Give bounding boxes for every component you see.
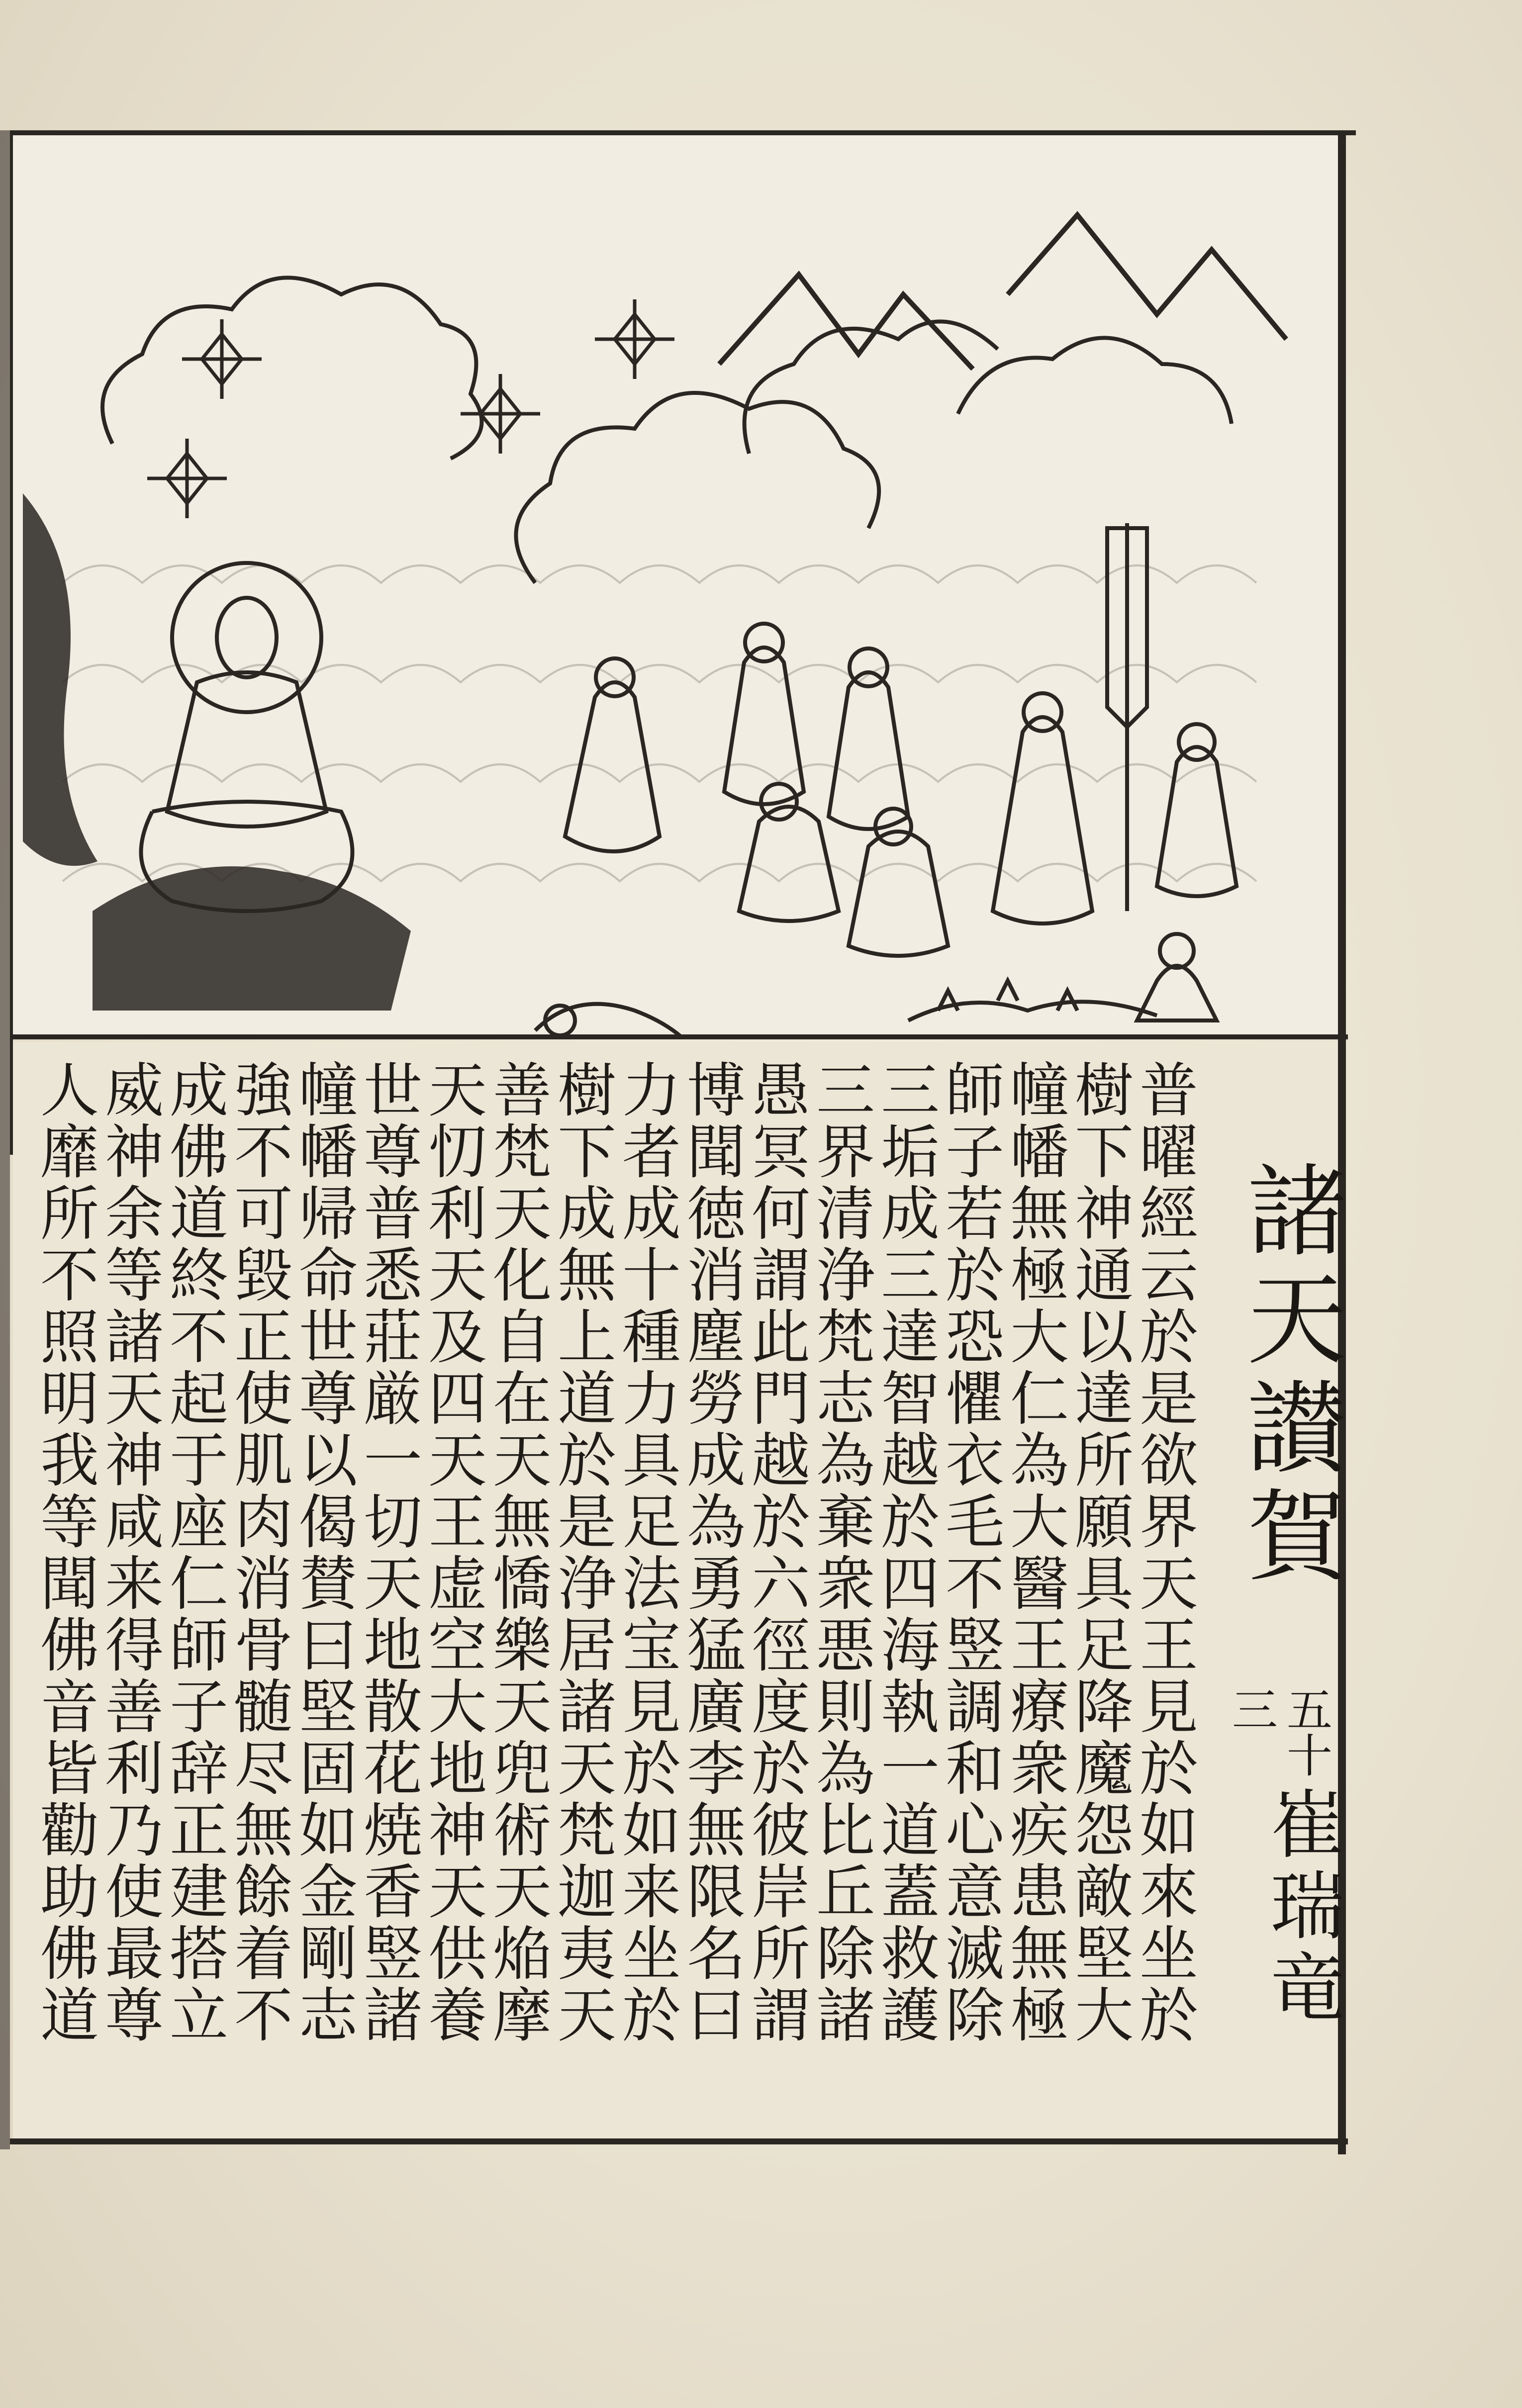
section-number: 五十三 bbox=[1225, 1686, 1332, 1777]
text-column: 樹下神通以達所願具足降魔怨敵堅大 bbox=[1065, 1059, 1134, 2046]
text-column: 威神余等諸天神咸来得善利乃使最尊 bbox=[95, 1059, 164, 2046]
text-column: 世尊普悉莊厳一切天地散花焼香竪諸 bbox=[354, 1059, 422, 2046]
text-column: 樹下成無上道於是浄居諸天梵迦夷天 bbox=[548, 1059, 616, 2046]
text-column: 善梵天化自在天無憍樂天兜術天焔摩 bbox=[483, 1059, 552, 2046]
text-column: 愚冥何謂此門越於六徑度於彼岸所謂 bbox=[742, 1059, 810, 2046]
illustration-svg bbox=[13, 135, 1338, 1035]
text-column: 普曜經云於是欲界天王見於如來坐於 bbox=[1130, 1059, 1198, 2046]
text-column: 人靡所不照明我等聞佛音皆勸助佛道 bbox=[30, 1059, 99, 2046]
previous-page-edge bbox=[0, 130, 10, 2149]
text-column: 幢幡無極大仁為大醫王療衆疾患無極 bbox=[1000, 1059, 1069, 2046]
text-column: 師子若於恐懼衣毛不竪調和心意滅除 bbox=[936, 1059, 1004, 2046]
text-column: 三界清浄梵志為棄衆悪則為比丘除諸 bbox=[806, 1059, 875, 2046]
woodblock-illustration bbox=[13, 135, 1338, 1035]
text-column: 天忉利天及四天王虚空大地神天供養 bbox=[418, 1059, 487, 2046]
text-column: 力者成十種力具足法宝見於如来坐於 bbox=[612, 1059, 681, 2046]
illustration-divider bbox=[10, 1034, 1348, 1039]
text-column: 博聞徳消塵勞成為勇猛廣李無限名曰 bbox=[677, 1059, 746, 2046]
text-column: 成佛道終不起于座仁師子辞正建搭立 bbox=[160, 1059, 228, 2046]
author-name: 崔瑞竜 bbox=[1257, 1785, 1344, 2030]
frame-bottom-rule bbox=[10, 2138, 1348, 2144]
text-column: 強不可毀正使肌肉消骨髄尽無餘着不 bbox=[224, 1059, 293, 2046]
text-column: 幢幡帰命世尊以偈賛曰堅固如金剛志 bbox=[289, 1059, 358, 2046]
text-column: 三垢成三達智越於四海執一道蓋救護 bbox=[871, 1059, 940, 2046]
section-title: 諸天讃賀 bbox=[1231, 1159, 1346, 1592]
